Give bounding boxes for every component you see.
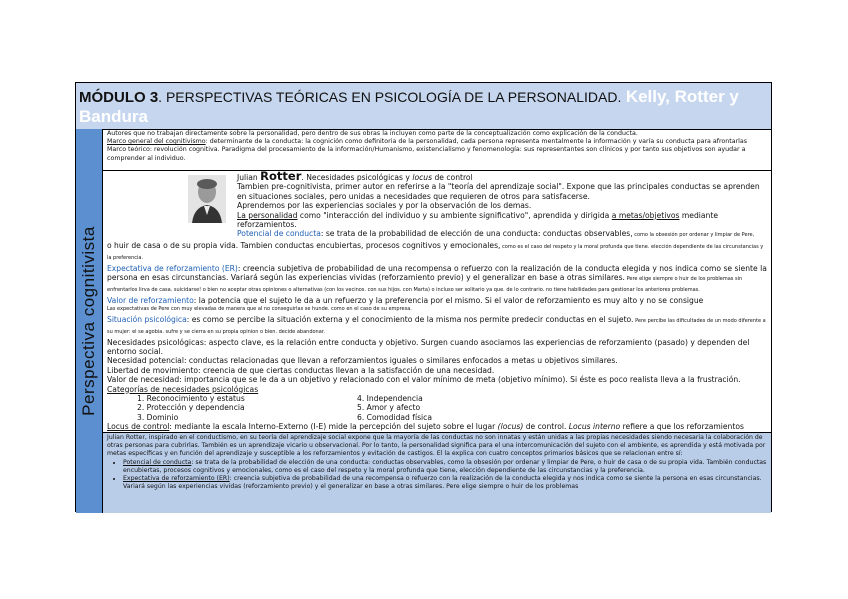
intro-cell — [103, 129, 771, 171]
exp-small: Pere elige siempre o huir de los problemas sin enfrentarlos lirva de casa. suicidarse! o bien no aceptar otras opiniones o alternativas (con los vecinos. con sus hijos. con Marta) o incluso ser solitario ya que. de lo contrario. no tiene habilidades para gestionar los anteriores problemas. — [107, 276, 743, 294]
pot-label: Potencial de conducta — [237, 229, 321, 239]
val-label: Valor de reforzamiento — [107, 295, 194, 305]
rotter-necesidad-potencial: Necesidad potencial: conductas relacionadas que llevan a reforzamientos iguales o similares enfocados a metas u objetivos similares. — [107, 356, 618, 366]
pot-small: como la obsesión por ordenar y limpiar de Pere, — [632, 232, 755, 239]
summary-b1-label: Potencial de conducta — [123, 458, 192, 466]
pers-metas: a metas/objetivos — [611, 210, 680, 220]
sit-small: Pere percibe las dificultades de un modo diferente a su mujer: el se agobia. sufre y se cierra en su propia opinion o bien. decide abandonar. — [107, 317, 766, 336]
val-small: Las expectativas de Pere con muy elevadas de manera que al no conseguirlas se hunde. como en el caso de su empresa. — [107, 306, 412, 313]
rotter-learning: Aprendemos por las experiencias sociales y por la observación de los demas. — [237, 201, 532, 211]
summary-paragraph: Julian Rotter, inspirado en el conductismo, en su teoría del aprendizaje social expone que la mayoría de las conductas no son innatas y están unidas a las propias necesidades siendo necesaria la colaboración de otras personas para cubrirlas. También es un aprendizaje vicario u observacional. Por lo tanto, la personalidad significa para el una intercomunicación del sujeto con el ambiente, es aprendida y está motivada por metas específicas y en función del aprendizaje y susceptible a los reforzamientos y evitación de castigos. El la explica con cuatro conceptos primarios básicos que se relacionan entre sí: — [107, 434, 766, 458]
pot-text: : se trata de la probabilidad de elección de una conducta: conductas observables, — [320, 229, 633, 239]
title-subtitle: . PERSPECTIVAS TEÓRICAS EN PSICOLOGÍA DE LA PERSONALIDAD. — [158, 89, 622, 105]
rotter-libertad: Libertad de movimiento: creencia de que ciertas conductas llevan a la satisfacción de una necesidad. — [107, 365, 495, 375]
summary-list — [107, 459, 767, 492]
side-label: Perspectiva cognitivista — [79, 226, 98, 416]
intro-line: Autores que no trabajan directamente sobre la personalidad, pero dentro de sus obras la incluyen como parte de la conceptualización como explicación de la conducta. — [107, 130, 638, 137]
pot-small2: como es el caso del respeto y la moral profunda que tiene. elección dependiente de las circunstancias y la preferencia. — [107, 243, 764, 262]
categories-list — [137, 394, 767, 422]
rotter-heading-rest: . Necesidades psicológicas y — [301, 173, 413, 182]
rotter-cell — [103, 171, 771, 433]
categories-label: Categorías de necesidades psicológicas — [107, 384, 259, 394]
marco-text: : determinante de la conducta: la cognición como definitoria de la personalidad, cada persona representa mentalmente la información y varía su conducta para afrontarlas — [205, 138, 748, 146]
sit-label: Situación psicológica — [107, 314, 187, 324]
category-item: 5. Amor y afecto — [357, 403, 421, 413]
pot-l2: o huir de casa o de su propia vida. Tambien conductas encubiertas, procesos cognitivos y emocionales, — [107, 240, 501, 250]
rotter-necesidades: Necesidades psicológicas: aspecto clave, es la relación entre conducta y objetivo. Surgen cuando asociamos las experiencias de reforzamiento (pasado) y dependen del entorno social. — [107, 337, 750, 356]
side-label-cell — [76, 129, 103, 513]
rotter-expectativa — [107, 264, 767, 296]
rotter-intro: Tambien pre-cognitivista, primer autor en referirse a la "teoría del aprendizaje social". Expone que las principales conductas se aprenden en situaciones sociales, pero unidas a necesidades que requieren de otros para satisfacerse. — [237, 182, 760, 201]
locus-italic: (locus) — [497, 422, 524, 432]
pers-text: como "interacción del individuo y su ambiente significativo", aprendida y dirigida — [297, 210, 612, 220]
category-item: 1. Reconocimiento y estatus — [137, 393, 245, 403]
exp-label: Expectativa de reforzamiento (ER) — [107, 263, 238, 273]
summary-b2-label: Expectativa de reforzamiento (ER) — [123, 475, 230, 483]
locus-label: Locus de control — [107, 422, 170, 432]
summary-bullet — [123, 475, 767, 491]
rotter-locus-control — [107, 422, 767, 433]
document-table — [75, 82, 772, 512]
marco-label: Marco general del cognitivismo — [107, 138, 206, 146]
sit-text: : es como se percibe la situación externa y el conocimiento de la misma nos permite predecir conductas en el sujeto. — [186, 314, 634, 324]
category-item: 6. Comodidad física — [357, 412, 432, 422]
module-label: MÓDULO 3 — [79, 89, 159, 106]
title-bar — [76, 83, 771, 130]
rotter-situacion — [107, 315, 767, 338]
locus-text3: refiere a que los reforzamientos — [622, 422, 744, 432]
pers-end: mediante reforzamientos. — [237, 210, 718, 230]
page-title — [79, 87, 769, 127]
title-authors: Kelly, Rotter y Bandura — [79, 87, 739, 126]
rotter-potencial-2 — [107, 241, 767, 264]
summary-b2-text: : creencia subjetiva de probabilidad de una recompensa o refuerzo con la realización de la conducta elegida y nos indica como se siente la persona en esas circunstancias. Variará según las experiencias vividas (reforzamiento previo) y el generalizar en base a otras similares. Pere elige siempre o huir de los problemas — [123, 475, 762, 491]
rotter-locus: locus — [412, 173, 433, 182]
summary-cell — [103, 433, 771, 513]
rotter-potencial — [107, 229, 767, 240]
rotter-heading-end: de control — [432, 173, 473, 182]
marco-teorico: Marco teórico: revolución cognitiva. Paradigma del procesamiento de la información/Humanismo, existencialismo y fenomenología: sus representantes son clínicos y por tanto sus objetivos son ayudar a comprender al individuo. — [107, 146, 746, 162]
rotter-first: Julian — [237, 173, 258, 182]
locus-text: : mediante la escala Interno-Externo (I-E) mide la percepción del sujeto sobre el lugar — [169, 422, 498, 432]
rotter-last: Rotter — [260, 171, 302, 183]
summary-bullet — [123, 459, 767, 475]
category-item: 3. Dominio — [137, 412, 179, 422]
rotter-valor-necesidad: Valor de necesidad: importancia que se le da a un objetivo y relacionado con el valor mínimo de meta (objetivo mínimo). Si éste es poco realista lleva a la frustración. — [107, 375, 741, 385]
summary-b1-text: : se trata de la probabilidad de elección de una conducta: conductas observables, como la obsesión por ordenar y limpiar de Pere, o huir de casa o de su propia vida. También conductas encubiertas, procesos cognitivos y emocionales, como es el caso del respeto y la moral profunda que tiene, elección dependiente de las circunstancias y la preferencia. — [123, 458, 767, 474]
pers-label: La personalidad — [237, 210, 298, 220]
exp-text: : creencia subjetiva de probabilidad de una recompensa o refuerzo con la realización de la conducta elegida y nos indica como se siente la persona en esas circunstancias. Variará según las experiencias vividas (reforzamiento previo) y el generalizar en base a otras similares. — [107, 263, 767, 283]
locus-interno: Locus interno — [568, 422, 621, 432]
rotter-photo — [188, 175, 226, 223]
category-item: 4. Independencia — [357, 393, 423, 403]
rotter-valor — [107, 296, 767, 305]
val-text: : la potencia que el sujeto le da a un refuerzo y la preferencia por el mismo. Si el valor de reforzamiento es muy alto y no se consigue — [193, 295, 704, 305]
category-item: 2. Protección y dependencia — [137, 403, 245, 413]
locus-text2: de control. — [523, 422, 569, 432]
